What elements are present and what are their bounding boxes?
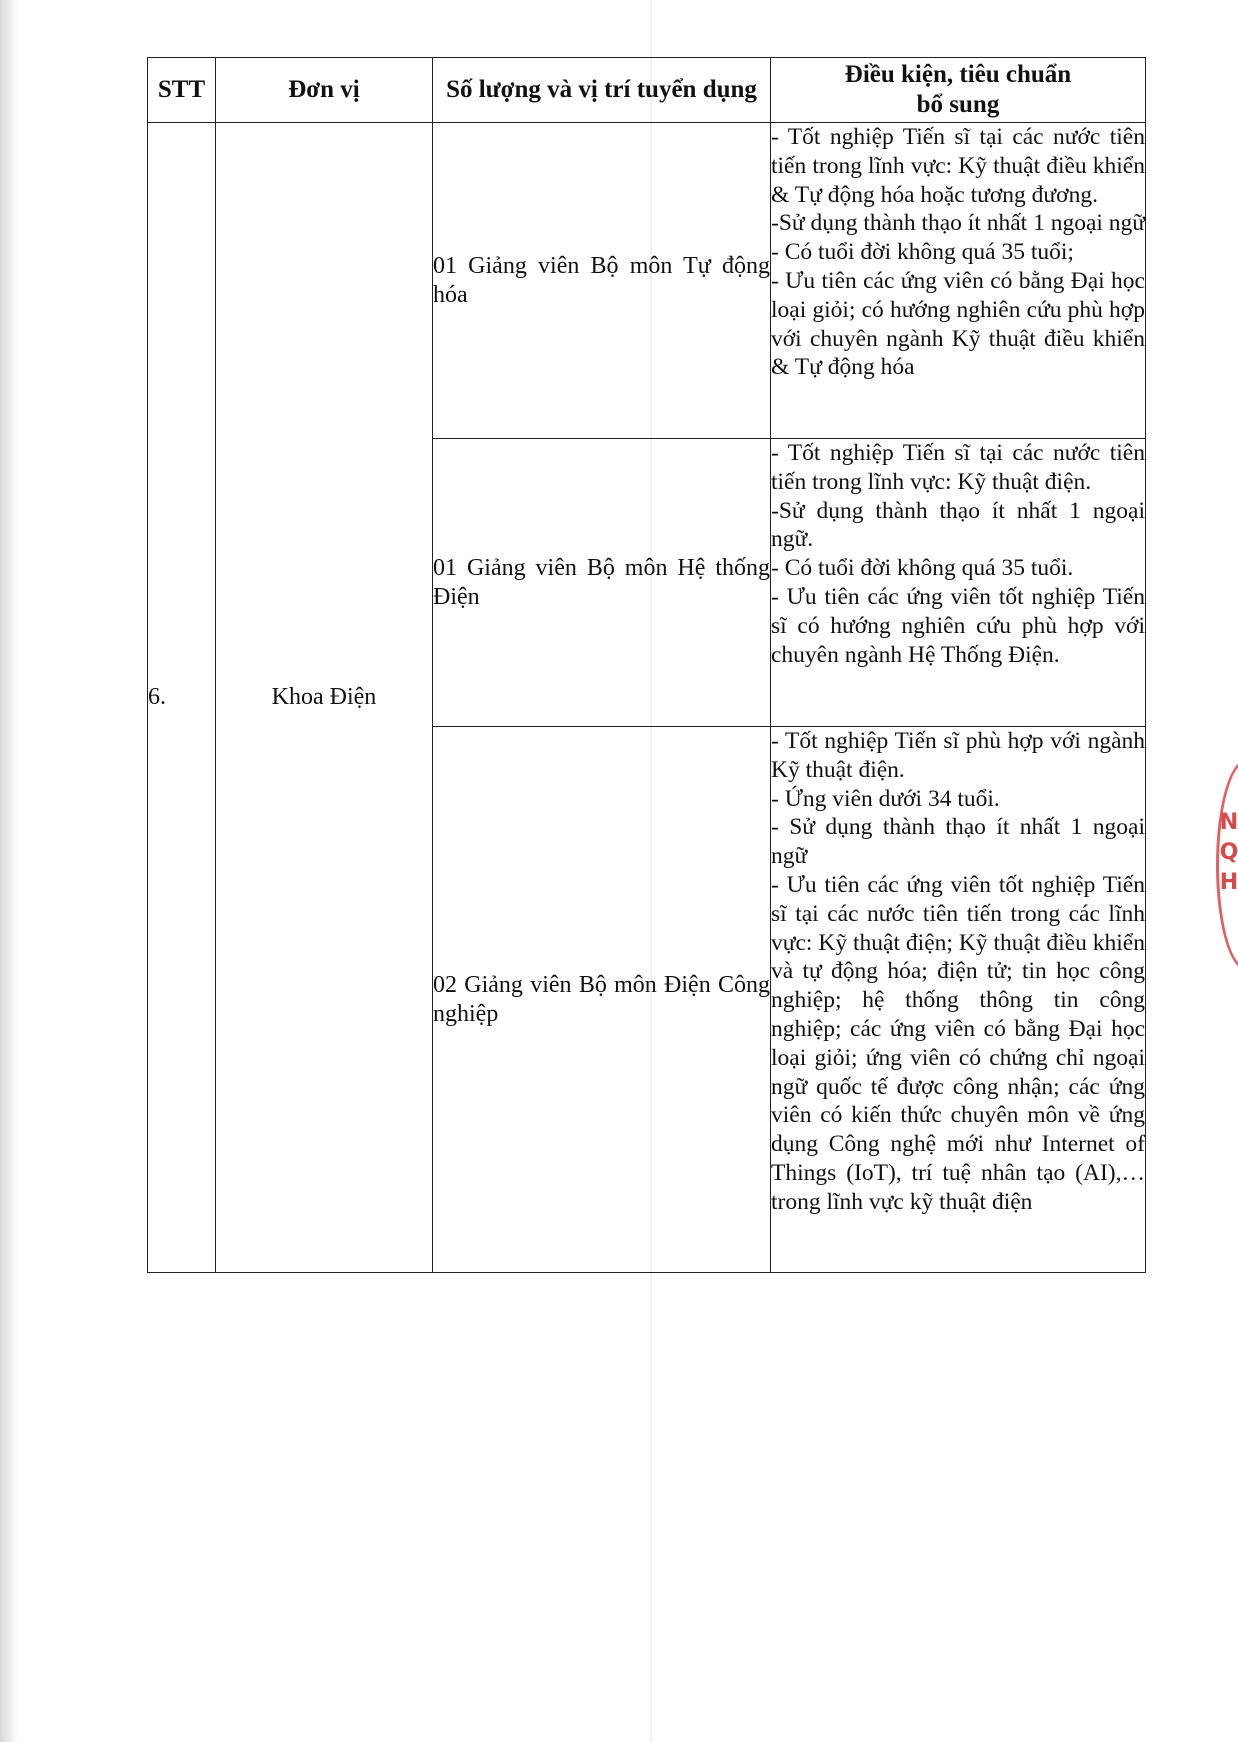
stamp-letter: N bbox=[1219, 810, 1238, 835]
condition-line: - Có tuổi đời không quá 35 tuổi. bbox=[771, 555, 1074, 582]
condition-line: - Tốt nghiệp Tiến sĩ tại các nước tiên tiến trong lĩnh vực: Kỹ thuật điều khiển & Tự động hóa hoặc tương đương. bbox=[771, 124, 1145, 208]
header-conditions bbox=[771, 58, 1146, 123]
condition-line: - Ưu tiên các ứng viên tốt nghiệp Tiến sĩ tại các nước tiên tiến trong các lĩnh vực: Kỹ thuật điện; Kỹ thuật điều khiển và tự động hóa; điện tử; tin học công nghiệp; hệ thống thông tin công nghiệp; các ứng viên có bằng Đại học loại giỏi; ứng viên có chứng chỉ ngoại ngữ quốc tế được công nhận; các ứng viên có kiến thức chuyên môn về ứng dụng Công nghệ mới như Internet of Things (IoT), trí tuệ nhân tạo (AI),… trong lĩnh vực kỹ thuật điện bbox=[771, 871, 1145, 1215]
header-conditions-line2: bổ sung bbox=[916, 91, 1000, 118]
position-cell: 02 Giảng viên Bộ môn Điện Công nghiệp bbox=[433, 727, 771, 1273]
condition-line: - Ứng viên dưới 34 tuổi. bbox=[771, 785, 1000, 812]
condition-line: - Có tuổi đời không quá 35 tuổi; bbox=[771, 239, 1074, 266]
stamp-letter: Q bbox=[1219, 840, 1238, 865]
condition-line: - Tốt nghiệp Tiến sĩ tại các nước tiên tiến trong lĩnh vực: Kỹ thuật điện. bbox=[771, 440, 1145, 495]
stamp-letters bbox=[1218, 808, 1238, 898]
stamp-letter: H bbox=[1219, 870, 1238, 895]
header-conditions-line1: Điều kiện, tiêu chuẩn bbox=[844, 61, 1072, 88]
condition-line: - Ưu tiên các ứng viên có bằng Đại học loại giỏi; có hướng nghiên cứu phù hợp với chuyên ngành Kỹ thuật điều khiển & Tự động hóa bbox=[771, 267, 1145, 381]
recruitment-table bbox=[147, 57, 1146, 1273]
row-unit: Khoa Điện bbox=[216, 123, 433, 1273]
conditions-cell bbox=[771, 123, 1146, 439]
condition-line: -Sử dụng thành thạo ít nhất 1 ngoại ngữ bbox=[771, 210, 1146, 237]
conditions-cell bbox=[771, 727, 1146, 1273]
scan-page-edge bbox=[0, 0, 18, 1742]
table-row bbox=[148, 123, 1146, 439]
red-stamp-fragment bbox=[1212, 760, 1238, 970]
table-header-row bbox=[148, 58, 1146, 123]
condition-line: - Tốt nghiệp Tiến sĩ phù hợp với ngành Kỹ thuật điện. bbox=[771, 728, 1145, 783]
condition-line: -Sử dụng thành thạo ít nhất 1 ngoại ngữ. bbox=[771, 497, 1145, 553]
header-unit: Đơn vị bbox=[216, 58, 433, 123]
header-position: Số lượng và vị trí tuyển dụng bbox=[433, 58, 771, 123]
condition-line: - Ưu tiên các ứng viên tốt nghiệp Tiến sĩ có hướng nghiên cứu phù hợp với chuyên ngành Hệ Thống Điện. bbox=[771, 583, 1145, 668]
position-cell: 01 Giảng viên Bộ môn Tự động hóa bbox=[433, 123, 771, 439]
row-stt: 6. bbox=[148, 123, 216, 1273]
header-stt: STT bbox=[148, 58, 216, 123]
condition-line: - Sử dụng thành thạo ít nhất 1 ngoại ngữ bbox=[771, 814, 1145, 870]
position-cell: 01 Giảng viên Bộ môn Hệ thống Điện bbox=[433, 439, 771, 727]
conditions-cell bbox=[771, 439, 1146, 727]
